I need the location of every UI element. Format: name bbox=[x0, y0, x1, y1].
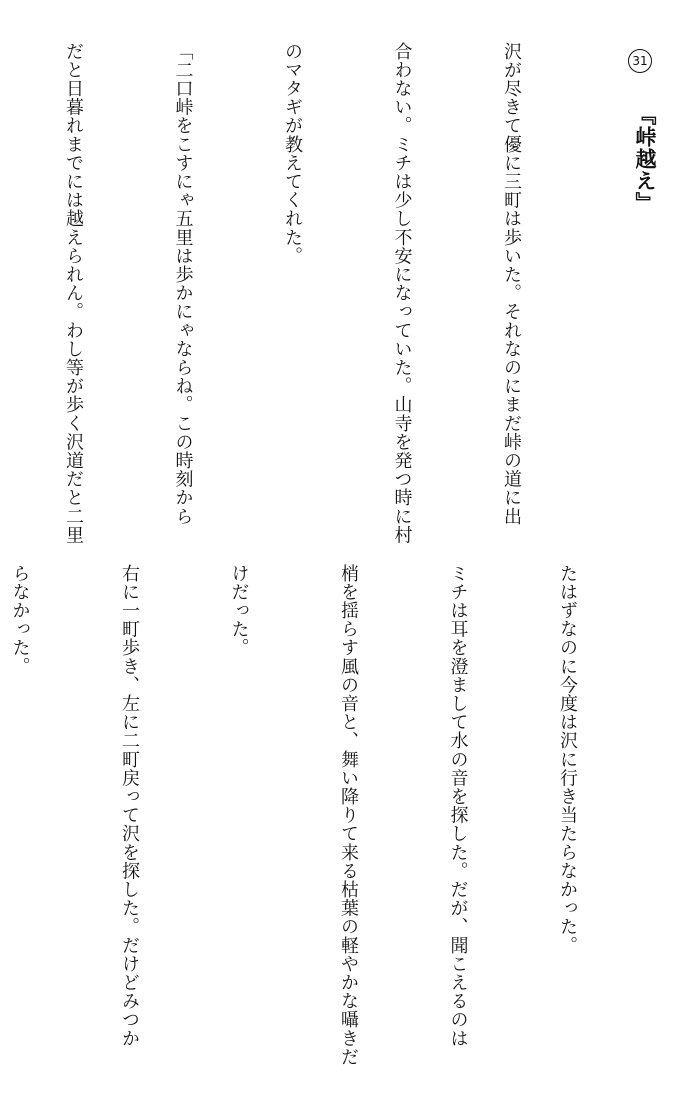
text-column: 梢を揺らす風の音と、舞い降りて来る枯葉の軽やかな囁きだ bbox=[338, 564, 359, 1067]
chapter-number-badge: 31 bbox=[628, 49, 652, 73]
text-column: だと日暮れまでには越えられん。わし等が歩く沢道だと二里 bbox=[63, 42, 84, 545]
text-column: 「二口峠をこすにゃ五里は歩かにゃならね。この時刻から bbox=[172, 42, 194, 526]
upper-text-block bbox=[42, 42, 602, 545]
text-column: たはずなのに今度は沢に行き当たらなかった。 bbox=[557, 564, 578, 955]
text-column: のマタギが教えてくれた。 bbox=[282, 42, 303, 266]
lower-text-block bbox=[9, 564, 658, 1074]
text-column: 沢が尽きて優に三町は歩いた。それなのにまだ峠の道に出 bbox=[501, 42, 522, 526]
text-column: ミチは耳を澄まして水の音を探した。だが、聞こえるのは bbox=[447, 564, 469, 1048]
text-column: らなかった。 bbox=[9, 564, 31, 676]
text-column: 右に一町歩き、左に二町戻って沢を探した。だけどみつか bbox=[119, 564, 140, 1048]
chapter-title: 『峠越え』 bbox=[633, 104, 658, 214]
text-column: けだった。 bbox=[228, 564, 250, 657]
text-column: 合わない。ミチは少し不安になっていた。山寺を発つ時に村 bbox=[391, 42, 413, 545]
